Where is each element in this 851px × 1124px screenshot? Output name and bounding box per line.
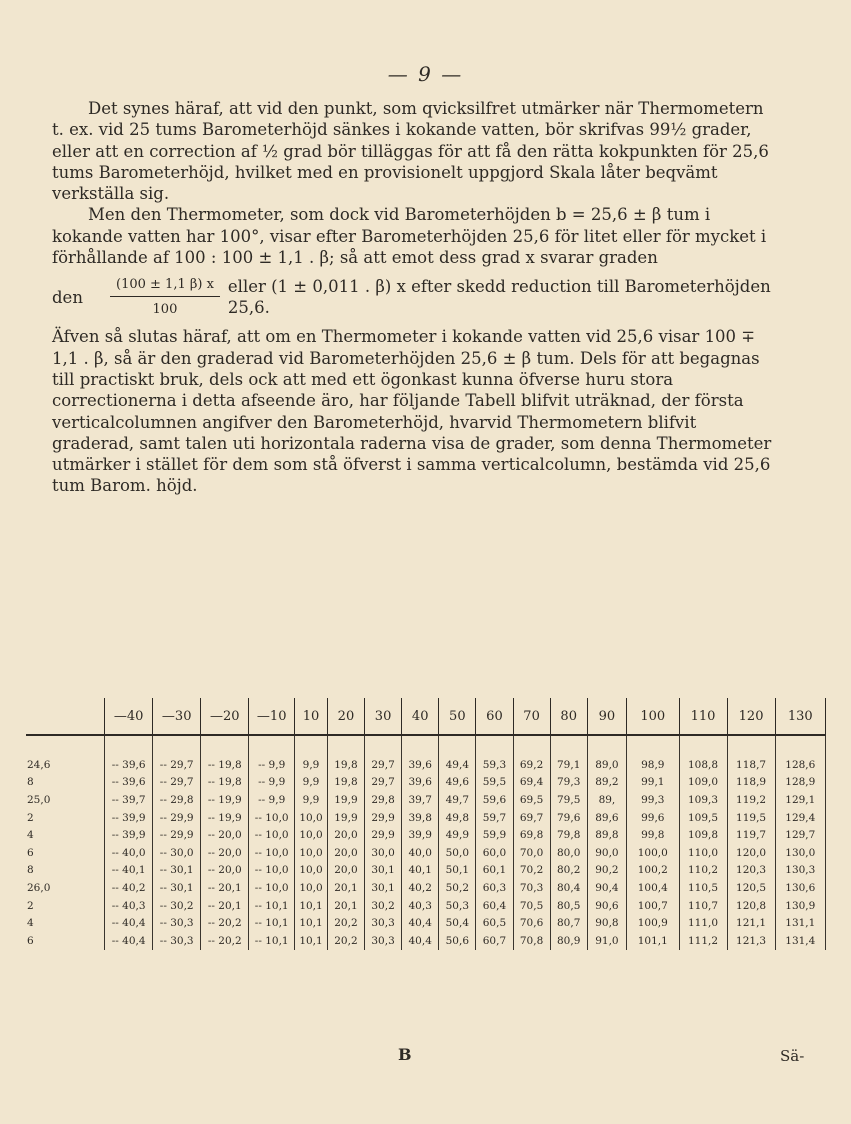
table-cell: 80,4 <box>550 879 587 897</box>
table-cell: 39,8 <box>402 809 439 827</box>
fraction-denominator: 100 <box>152 302 178 318</box>
values-table <box>26 698 826 950</box>
table-cell: -- 20,0 <box>201 862 249 880</box>
paragraph-1: Det synes häraf, att vid den punkt, som qvicksilfret utmärker när Thermometern t. ex. vid 25 tums Barometerhöjd sänkes i kokande vatten, bör skrifvas 99½ grader, eller att en correction af ½ grad bör tilläggas för att få den rätta kokpunkten för 25,6 tums Barometerhöjd, hvilket med en provisionelt uppgjord Skala låter beqvämt verkställa sig. <box>52 99 769 204</box>
spacer-cell <box>627 735 679 756</box>
table-cell: 59,3 <box>476 756 513 774</box>
table-cell: 110,7 <box>679 897 727 915</box>
spacer-cell <box>550 735 587 756</box>
table-cell: 110,2 <box>679 862 727 880</box>
table-cell: -- 29,8 <box>153 791 201 809</box>
table-cell: -- 39,6 <box>105 774 153 792</box>
header-cell: 20 <box>327 698 364 735</box>
spacer-cell <box>402 735 439 756</box>
table-cell: 49,8 <box>439 809 476 827</box>
table-cell: 20,1 <box>327 879 364 897</box>
spacer-cell <box>679 735 727 756</box>
table-cell: -- 10,0 <box>249 844 295 862</box>
header-cell: 30 <box>365 698 402 735</box>
table-cell: 130,9 <box>775 897 825 915</box>
catchword: Sä- <box>780 1047 805 1065</box>
row-header-cell: 4 <box>26 826 105 844</box>
table-cell: 40,0 <box>402 844 439 862</box>
spacer-cell <box>513 735 550 756</box>
header-cell: 90 <box>587 698 626 735</box>
table-cell: 19,9 <box>327 791 364 809</box>
table-cell: 10,1 <box>295 932 328 950</box>
table-cell: 90,0 <box>587 844 626 862</box>
table-cell: 29,7 <box>365 774 402 792</box>
table-row <box>26 826 826 844</box>
table-cell: 30,3 <box>365 932 402 950</box>
table-cell: -- 39,9 <box>105 809 153 827</box>
table-cell: -- 29,9 <box>153 826 201 844</box>
table-cell: 79,5 <box>550 791 587 809</box>
table-cell: 20,0 <box>327 862 364 880</box>
table-cell: 40,4 <box>402 914 439 932</box>
table-spacer-row <box>26 735 826 756</box>
header-cell: 120 <box>727 698 775 735</box>
spacer-cell <box>476 735 513 756</box>
table-cell: 50,2 <box>439 879 476 897</box>
table-cell: 69,8 <box>513 826 550 844</box>
table-cell: 109,0 <box>679 774 727 792</box>
spacer-cell <box>439 735 476 756</box>
table-cell: -- 9,9 <box>249 774 295 792</box>
formula-fraction <box>110 274 220 321</box>
table-header-row <box>26 698 826 735</box>
table-cell: -- 40,3 <box>105 897 153 915</box>
table-cell: 80,5 <box>550 897 587 915</box>
table-cell: 60,7 <box>476 932 513 950</box>
table-cell: 89,2 <box>587 774 626 792</box>
table-cell: 118,9 <box>727 774 775 792</box>
table-cell: 59,6 <box>476 791 513 809</box>
table-cell: 100,2 <box>627 862 679 880</box>
table-cell: -- 19,9 <box>201 809 249 827</box>
header-cell: 10 <box>295 698 328 735</box>
table-cell: 30,2 <box>365 897 402 915</box>
header-cell: —20 <box>201 698 249 735</box>
table-cell: -- 29,7 <box>153 774 201 792</box>
table-cell: 100,7 <box>627 897 679 915</box>
table-cell: 70,3 <box>513 879 550 897</box>
table-cell: 70,8 <box>513 932 550 950</box>
table-cell: -- 40,2 <box>105 879 153 897</box>
table-row <box>26 791 826 809</box>
table-cell: -- 30,2 <box>153 897 201 915</box>
table-cell: 50,1 <box>439 862 476 880</box>
table-cell: 110,5 <box>679 879 727 897</box>
table-row <box>26 809 826 827</box>
table-cell: 19,9 <box>327 809 364 827</box>
table-cell: 10,1 <box>295 897 328 915</box>
spacer-cell <box>26 735 105 756</box>
table-cell: 69,5 <box>513 791 550 809</box>
row-header-cell: 6 <box>26 844 105 862</box>
row-header-cell: 6 <box>26 932 105 950</box>
table-cell: -- 40,1 <box>105 862 153 880</box>
table-cell: 10,0 <box>295 809 328 827</box>
table-cell: 39,6 <box>402 756 439 774</box>
table-cell: -- 30,1 <box>153 862 201 880</box>
table-cell: -- 30,3 <box>153 932 201 950</box>
table-row <box>26 862 826 880</box>
table-cell: 100,4 <box>627 879 679 897</box>
header-cell: 60 <box>476 698 513 735</box>
table-cell: 111,2 <box>679 932 727 950</box>
table-row <box>26 932 826 950</box>
table-cell: 59,9 <box>476 826 513 844</box>
table-cell: 39,7 <box>402 791 439 809</box>
table-cell: -- 9,9 <box>249 791 295 809</box>
table-cell: 80,7 <box>550 914 587 932</box>
table-cell: 90,4 <box>587 879 626 897</box>
correction-table <box>26 698 826 950</box>
table-cell: 80,9 <box>550 932 587 950</box>
table-cell: 100,0 <box>627 844 679 862</box>
table-cell: -- 30,3 <box>153 914 201 932</box>
table-cell: 29,8 <box>365 791 402 809</box>
table-cell: 100,9 <box>627 914 679 932</box>
table-body <box>26 735 826 950</box>
table-cell: -- 29,9 <box>153 809 201 827</box>
signature-mark: B <box>398 1045 412 1064</box>
table-cell: 90,8 <box>587 914 626 932</box>
table-cell: 9,9 <box>295 756 328 774</box>
table-cell: 79,1 <box>550 756 587 774</box>
table-cell: -- 19,8 <box>201 774 249 792</box>
table-cell: 20,1 <box>327 897 364 915</box>
header-cell: —40 <box>105 698 153 735</box>
row-header-cell: 25,0 <box>26 791 105 809</box>
table-cell: -- 9,9 <box>249 756 295 774</box>
table-row <box>26 879 826 897</box>
table-cell: 131,1 <box>775 914 825 932</box>
header-cell: 40 <box>402 698 439 735</box>
table-cell: -- 40,4 <box>105 914 153 932</box>
table-cell: 20,0 <box>327 826 364 844</box>
table-cell: 131,4 <box>775 932 825 950</box>
table-cell: 119,7 <box>727 826 775 844</box>
header-cell: —30 <box>153 698 201 735</box>
table-cell: 119,2 <box>727 791 775 809</box>
spacer-cell <box>201 735 249 756</box>
table-cell: 118,7 <box>727 756 775 774</box>
table-cell: 10,0 <box>295 862 328 880</box>
table-cell: -- 19,9 <box>201 791 249 809</box>
table-cell: 49,6 <box>439 774 476 792</box>
table-cell: 49,7 <box>439 791 476 809</box>
table-cell: 121,1 <box>727 914 775 932</box>
table-cell: 109,5 <box>679 809 727 827</box>
table-cell: 89,0 <box>587 756 626 774</box>
table-cell: 70,5 <box>513 897 550 915</box>
table-cell: 50,0 <box>439 844 476 862</box>
table-cell: 70,6 <box>513 914 550 932</box>
formula-rest: eller (1 ± 0,011 . β) x efter skedd reduction till Barometerhöjden 25,6. <box>227 277 771 318</box>
row-header-cell: 2 <box>26 809 105 827</box>
page-number: — 9 — <box>387 62 464 86</box>
row-header-cell: 26,0 <box>26 879 105 897</box>
table-cell: 50,4 <box>439 914 476 932</box>
table-cell: 108,8 <box>679 756 727 774</box>
table-cell: 10,0 <box>295 826 328 844</box>
table-cell: 89, <box>587 791 626 809</box>
table-cell: -- 20,0 <box>201 826 249 844</box>
table-cell: 20,0 <box>327 844 364 862</box>
table-cell: -- 39,7 <box>105 791 153 809</box>
table-cell: 39,6 <box>402 774 439 792</box>
spacer-cell <box>587 735 626 756</box>
table-row <box>26 844 826 862</box>
table-cell: 60,0 <box>476 844 513 862</box>
table-cell: 121,3 <box>727 932 775 950</box>
spacer-cell <box>727 735 775 756</box>
table-cell: 111,0 <box>679 914 727 932</box>
table-cell: 60,5 <box>476 914 513 932</box>
table-cell: 9,9 <box>295 791 328 809</box>
table-cell: 99,6 <box>627 809 679 827</box>
table-cell: 30,1 <box>365 862 402 880</box>
table-cell: 99,8 <box>627 826 679 844</box>
table-cell: 109,3 <box>679 791 727 809</box>
table-cell: 109,8 <box>679 826 727 844</box>
table-cell: -- 30,1 <box>153 879 201 897</box>
header-cell: 70 <box>513 698 550 735</box>
row-header-cell: 4 <box>26 914 105 932</box>
paragraph-3: Äfven så slutas häraf, att om en Thermometer i kokande vatten vid 25,6 visar 100 ∓ 1,1 . β, så är den graderad vid Barometerhöjden 25,6 ± β tum. Dels för att begagnas till practiskt bruk, dels ock att med ett ögonkast kunna öfverse huru stora correctionerna i detta afseende äro, har följande Tabell blifvit uträknad, der första verticalcolumnen angifver den Barometerhöjd, hvarvid Thermometern blifvit graderad, samt talen uti horizontala raderna visa de grader, som denna Thermometer utmärker i stället för dem som stå öfverst i samma verticalcolumn, bestämda vid 25,6 tum Barom. höjd. <box>52 327 772 496</box>
table-cell: 79,6 <box>550 809 587 827</box>
table-cell: 128,6 <box>775 756 825 774</box>
table-cell: -- 10,1 <box>249 914 295 932</box>
table-cell: 70,0 <box>513 844 550 862</box>
table-row <box>26 897 826 915</box>
header-cell: —10 <box>249 698 295 735</box>
table-cell: -- 10,1 <box>249 932 295 950</box>
table-cell: -- 10,0 <box>249 826 295 844</box>
table-cell: -- 39,9 <box>105 826 153 844</box>
table-cell: 60,3 <box>476 879 513 897</box>
table-cell: -- 10,0 <box>249 862 295 880</box>
table-cell: 119,5 <box>727 809 775 827</box>
table-row <box>26 914 826 932</box>
table-cell: 130,3 <box>775 862 825 880</box>
table-cell: 29,7 <box>365 756 402 774</box>
spacer-cell <box>153 735 201 756</box>
table-cell: 130,0 <box>775 844 825 862</box>
table-cell: 30,1 <box>365 879 402 897</box>
table-cell: 20,2 <box>327 914 364 932</box>
table-cell: 40,2 <box>402 879 439 897</box>
spacer-cell <box>327 735 364 756</box>
table-cell: 69,4 <box>513 774 550 792</box>
table-cell: 90,2 <box>587 862 626 880</box>
table-cell: 90,6 <box>587 897 626 915</box>
header-cell: 100 <box>627 698 679 735</box>
table-cell: 20,2 <box>327 932 364 950</box>
table-cell: -- 20,2 <box>201 932 249 950</box>
table-cell: 80,0 <box>550 844 587 862</box>
spacer-cell <box>295 735 328 756</box>
spacer-cell <box>365 735 402 756</box>
formula-lead: den <box>52 287 83 307</box>
table-cell: -- 40,4 <box>105 932 153 950</box>
table-cell: 60,4 <box>476 897 513 915</box>
table-cell: 91,0 <box>587 932 626 950</box>
table-cell: 50,6 <box>439 932 476 950</box>
table-cell: -- 30,0 <box>153 844 201 862</box>
fraction-numerator: (100 ± 1,1 β) x <box>110 274 220 297</box>
table-cell: 130,6 <box>775 879 825 897</box>
row-header-cell: 8 <box>26 862 105 880</box>
table-cell: 129,4 <box>775 809 825 827</box>
paragraph-2: Men den Thermometer, som dock vid Barometerhöjden b = 25,6 ± β tum i kokande vatten har 100°, visar efter Barometerhöjden 25,6 för litet eller för mycket i förhållande af 100 : 100 ± 1,1 . β; så att emot dess grad x svarar graden <box>52 205 767 268</box>
table-cell: 101,1 <box>627 932 679 950</box>
table-cell: 40,1 <box>402 862 439 880</box>
table-cell: 110,0 <box>679 844 727 862</box>
table-cell: 120,3 <box>727 862 775 880</box>
table-cell: 59,7 <box>476 809 513 827</box>
header-cell-blank <box>26 698 105 735</box>
table-cell: 79,3 <box>550 774 587 792</box>
table-cell: -- 20,2 <box>201 914 249 932</box>
spacer-cell <box>105 735 153 756</box>
table-cell: 129,7 <box>775 826 825 844</box>
formula-line <box>52 268 777 326</box>
table-row <box>26 774 826 792</box>
table-cell: -- 29,7 <box>153 756 201 774</box>
table-cell: 69,2 <box>513 756 550 774</box>
table-cell: 19,8 <box>327 756 364 774</box>
table-cell: 70,2 <box>513 862 550 880</box>
table-cell: 89,8 <box>587 826 626 844</box>
table-cell: 40,4 <box>402 932 439 950</box>
row-header-cell: 8 <box>26 774 105 792</box>
table-cell: 30,0 <box>365 844 402 862</box>
table-cell: 10,0 <box>295 879 328 897</box>
table-cell: 60,1 <box>476 862 513 880</box>
table-cell: 128,9 <box>775 774 825 792</box>
table-cell: 30,3 <box>365 914 402 932</box>
table-cell: -- 39,6 <box>105 756 153 774</box>
table-cell: -- 19,8 <box>201 756 249 774</box>
table-cell: -- 10,0 <box>249 879 295 897</box>
table-cell: 49,4 <box>439 756 476 774</box>
table-cell: 120,0 <box>727 844 775 862</box>
spacer-cell <box>249 735 295 756</box>
table-row <box>26 756 826 774</box>
table-cell: 129,1 <box>775 791 825 809</box>
table-cell: 10,1 <box>295 914 328 932</box>
table-cell: 10,0 <box>295 844 328 862</box>
table-cell: 80,2 <box>550 862 587 880</box>
table-cell: 120,5 <box>727 879 775 897</box>
table-cell: -- 10,0 <box>249 809 295 827</box>
table-cell: -- 10,1 <box>249 897 295 915</box>
header-cell: 80 <box>550 698 587 735</box>
table-cell: 89,6 <box>587 809 626 827</box>
table-cell: 40,3 <box>402 897 439 915</box>
spacer-cell <box>775 735 825 756</box>
row-header-cell: 2 <box>26 897 105 915</box>
table-cell: 29,9 <box>365 826 402 844</box>
table-cell: 39,9 <box>402 826 439 844</box>
table-cell: 79,8 <box>550 826 587 844</box>
table-cell: 120,8 <box>727 897 775 915</box>
table-cell: -- 20,1 <box>201 879 249 897</box>
table-cell: 99,1 <box>627 774 679 792</box>
table-cell: 59,5 <box>476 774 513 792</box>
table-cell: 98,9 <box>627 756 679 774</box>
header-cell: 50 <box>439 698 476 735</box>
table-cell: -- 20,1 <box>201 897 249 915</box>
table-cell: 19,8 <box>327 774 364 792</box>
table-cell: 50,3 <box>439 897 476 915</box>
body-text <box>52 98 777 497</box>
table-cell: -- 40,0 <box>105 844 153 862</box>
header-cell: 110 <box>679 698 727 735</box>
table-cell: 69,7 <box>513 809 550 827</box>
table-cell: -- 20,0 <box>201 844 249 862</box>
table-cell: 49,9 <box>439 826 476 844</box>
header-cell: 130 <box>775 698 825 735</box>
row-header-cell: 24,6 <box>26 756 105 774</box>
table-cell: 9,9 <box>295 774 328 792</box>
table-cell: 29,9 <box>365 809 402 827</box>
table-cell: 99,3 <box>627 791 679 809</box>
